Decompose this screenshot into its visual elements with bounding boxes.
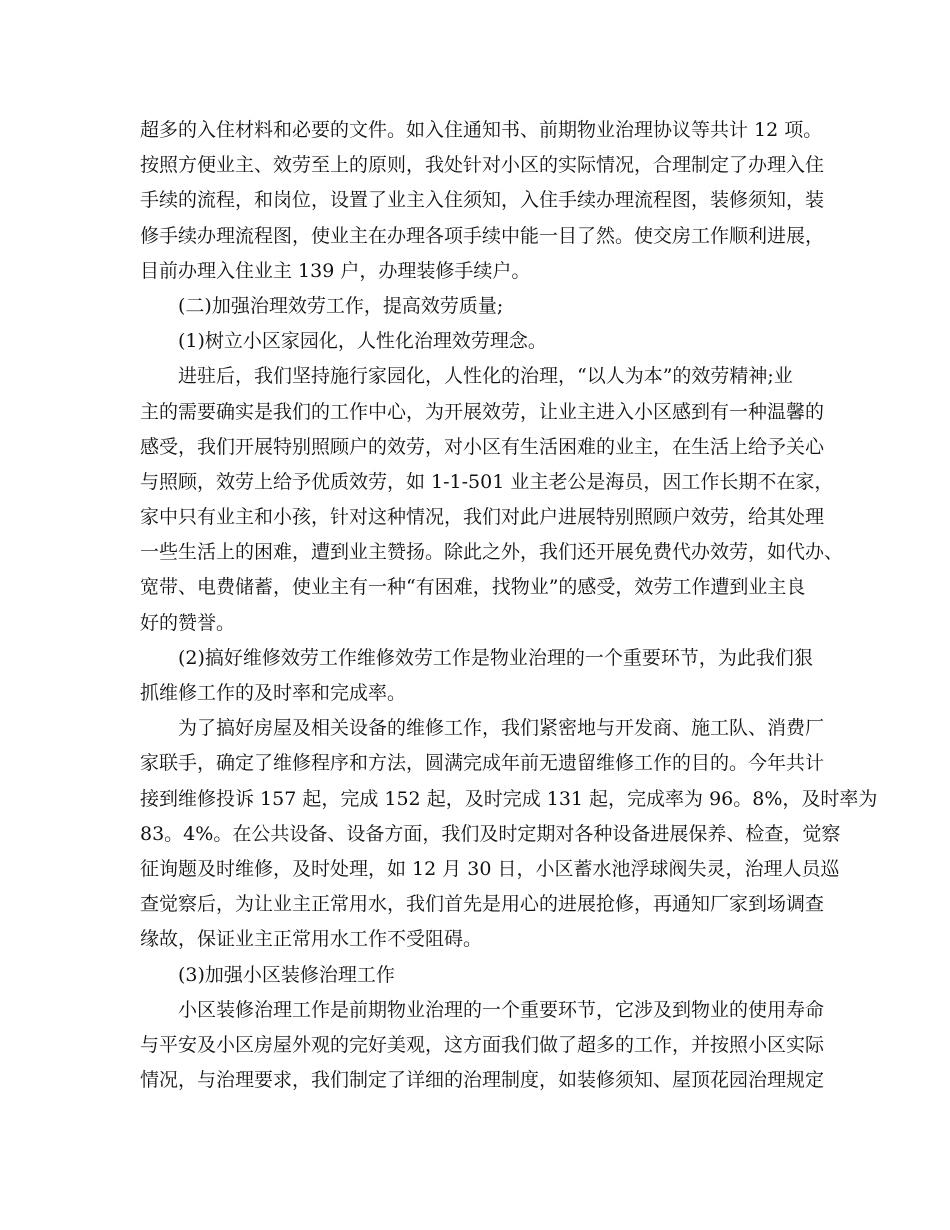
text-line: 小区装修治理工作是前期物业治理的一个重要环节，它涉及到物业的使用寿命 <box>178 998 825 1021</box>
text-line: 修手续办理流程图，使业主在办理各项手续中能一目了然。使交房工作顺利进展， <box>140 224 825 247</box>
text-line: 感受，我们开展特别照顾户的效劳，对小区有生活困难的业主，在生活上给予关心 <box>140 435 825 458</box>
text-line: 进驻后，我们坚持施行家园化，人性化的治理，“以人为本”的效劳精神;业 <box>178 365 793 388</box>
text-line: 征询题及时维修，及时处理，如 12 月 30 日，小区蓄水池浮球阀失灵，治理人员巡 <box>140 857 840 880</box>
text-line: 与照顾，效劳上给予优质效劳，如 1-1-501 业主老公是海员，因工作长期不在家， <box>140 470 834 493</box>
text-line: 家联手，确定了维修程序和方法，圆满完成年前无遗留维修工作的目的。今年共计 <box>140 752 825 775</box>
text-line: 好的赞誉。 <box>140 611 236 634</box>
text-line: 主的需要确实是我们的工作中心，为开展效劳，让业主进入小区感到有一种温馨的 <box>140 400 825 423</box>
document-body <box>140 113 878 1098</box>
text-line: 超多的入住材料和必要的文件。如入住通知书、前期物业治理协议等共计 12 项。 <box>140 119 823 141</box>
subsection-heading: (3)加强小区装修治理工作 <box>178 963 395 986</box>
text-line: 手续的流程，和岗位，设置了业主入住须知，入住手续办理流程图，装修须知，装 <box>140 189 825 212</box>
text-line: 接到维修投诉 157 起，完成 152 起，及时完成 131 起，完成率为 96。8%，及时率为 <box>140 787 878 810</box>
text-line: 缘故，保证业主正常用水工作不受阻碍。 <box>140 928 483 951</box>
text-line: 宽带、电费储蓄，使业主有一种“有困难，找物业”的感受，效劳工作遭到业主良 <box>140 576 806 599</box>
text-line: 与平安及小区房屋外观的完好美观，这方面我们做了超多的工作，并按照小区实际 <box>140 1033 825 1056</box>
subsection-heading: (1)树立小区家园化，人性化治理效劳理念。 <box>178 330 547 353</box>
section-heading: (二)加强治理效劳工作，提高效劳质量; <box>178 294 504 317</box>
text-line: 情况，与治理要求，我们制定了详细的治理制度，如装修须知、屋顶花园治理规定 <box>140 1069 825 1092</box>
text-line: 家中只有业主和小孩，针对这种情况，我们对此户进展特别照顾户效劳，给其处理 <box>140 506 825 529</box>
subsection-heading: (2)搞好维修效劳工作维修效劳工作是物业治理的一个重要环节，为此我们狠 <box>178 646 813 669</box>
text-line: 83。4%。在公共设备、设备方面，我们及时定期对各种设备进展保养、检查，觉察 <box>140 822 841 845</box>
text-line: 为了搞好房屋及相关设备的维修工作，我们紧密地与开发商、施工队、消费厂 <box>178 717 825 740</box>
text-line: 目前办理入住业主 139 户，办理装修手续户。 <box>140 259 531 282</box>
text-line: 查觉察后，为让业主正常用水，我们首先是用心的进展抢修，再通知厂家到场调查 <box>140 893 825 916</box>
text-line: 一些生活上的困难，遭到业主赞扬。除此之外，我们还开展免费代办效劳，如代办、 <box>140 541 844 564</box>
text-line: 抓维修工作的及时率和完成率。 <box>140 682 407 704</box>
text-line: 按照方便业主、效劳至上的原则，我处针对小区的实际情况，合理制定了办理入住 <box>140 154 825 177</box>
